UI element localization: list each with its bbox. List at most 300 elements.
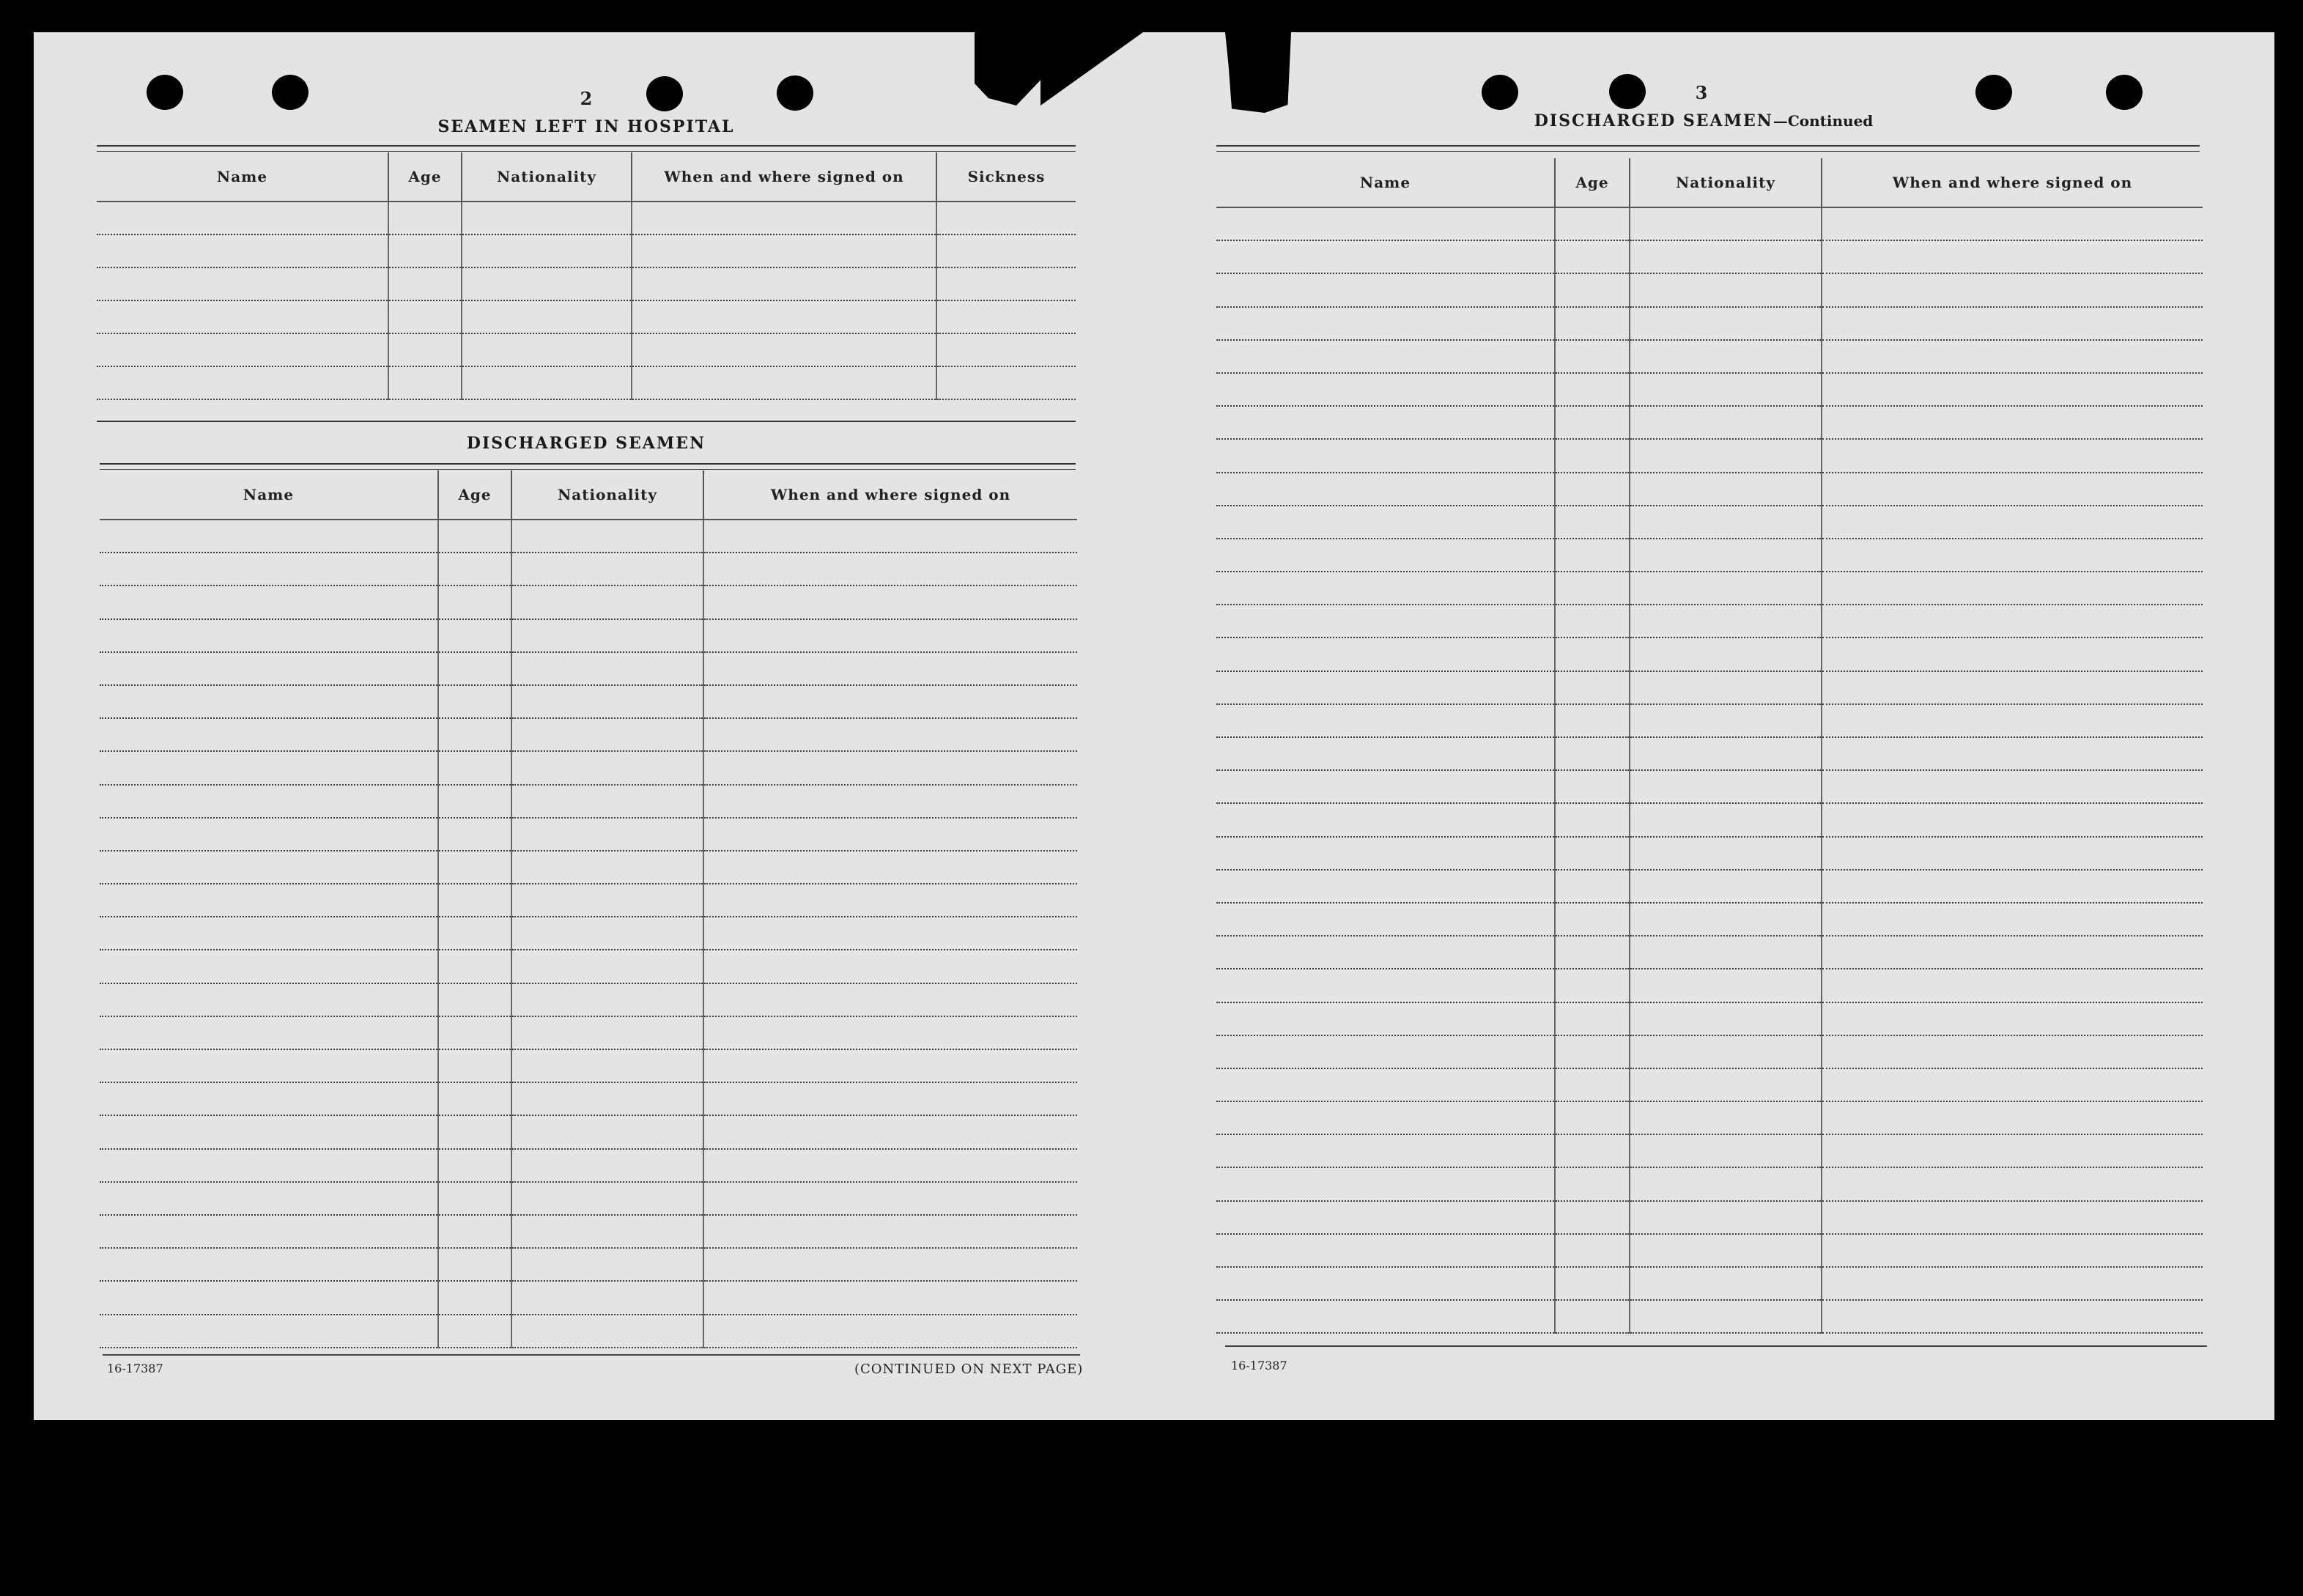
blank-cell (1630, 704, 1822, 737)
blank-cell (703, 917, 1077, 950)
blank-cell (511, 1049, 703, 1082)
table-row (1216, 770, 2203, 803)
blank-cell (1555, 1068, 1630, 1101)
table-row (100, 652, 1077, 685)
table-row (97, 300, 1076, 333)
blank-cell (100, 884, 438, 917)
table-row (97, 267, 1076, 300)
blank-cell (100, 983, 438, 1016)
blank-cell (438, 917, 511, 950)
blank-cell (97, 366, 388, 399)
table-row (1216, 506, 2203, 539)
table-row (100, 851, 1077, 884)
blank-cell (97, 300, 388, 333)
blank-cell (438, 1182, 511, 1215)
blank-cell (1555, 1002, 1630, 1035)
blank-cell (1630, 473, 1822, 506)
blank-cell (511, 851, 703, 884)
table-row (100, 751, 1077, 784)
title-suffix: —Continued (1772, 112, 1874, 130)
blank-cell (511, 1281, 703, 1314)
blank-cell (1822, 406, 2203, 439)
blank-cell (1822, 340, 2203, 373)
table-row (100, 785, 1077, 818)
blank-cell (438, 751, 511, 784)
table-row (1216, 473, 2203, 506)
blank-cell (438, 585, 511, 618)
blank-cell (632, 366, 936, 399)
blank-cell (1630, 406, 1822, 439)
column-header-name: Name (1216, 158, 1555, 207)
blank-cell (438, 619, 511, 652)
blank-cell (1822, 1167, 2203, 1200)
blank-cell (1555, 539, 1630, 572)
blank-cell (1216, 307, 1555, 340)
discharged-continued-table (1216, 158, 2203, 1334)
blank-cell (438, 685, 511, 718)
blank-cell (1216, 240, 1555, 273)
blank-cell (1822, 770, 2203, 803)
blank-cell (100, 652, 438, 685)
blank-cell (1822, 936, 2203, 969)
blank-cell (438, 1049, 511, 1082)
blank-cell (1216, 473, 1555, 506)
blank-cell (511, 818, 703, 851)
blank-cell (1630, 936, 1822, 969)
blank-cell (1216, 340, 1555, 373)
blank-cell (1555, 406, 1630, 439)
blank-cell (462, 202, 632, 234)
blank-cell (1555, 638, 1630, 670)
blank-cell (1216, 1234, 1555, 1267)
table-row (1216, 903, 2203, 936)
blank-cell (511, 884, 703, 917)
table-row (1216, 1300, 2203, 1333)
blank-cell (703, 1182, 1077, 1215)
blank-cell (511, 718, 703, 751)
blank-cell (1216, 506, 1555, 539)
blank-cell (703, 685, 1077, 718)
blank-cell (1216, 1167, 1555, 1200)
blank-cell (97, 202, 388, 234)
blank-cell (703, 718, 1077, 751)
blank-cell (100, 1281, 438, 1314)
blank-cell (511, 553, 703, 585)
blank-cell (462, 234, 632, 267)
blank-cell (100, 520, 438, 553)
blank-cell (100, 619, 438, 652)
blank-cell (1630, 803, 1822, 836)
blank-cell (1630, 638, 1822, 670)
blank-cell (1630, 207, 1822, 240)
blank-cell (511, 950, 703, 983)
blank-cell (1216, 803, 1555, 836)
table-row (100, 1016, 1077, 1049)
blank-cell (100, 818, 438, 851)
blank-cell (1555, 837, 1630, 870)
blank-cell (1630, 1002, 1822, 1035)
blank-cell (1630, 770, 1822, 803)
blank-cell (1216, 1134, 1555, 1167)
blank-cell (936, 202, 1076, 234)
column-header-name: Name (100, 470, 438, 520)
punch-hole (2106, 75, 2143, 110)
blank-cell (1822, 1002, 2203, 1035)
blank-cell (100, 1115, 438, 1148)
form-code: 16-17387 (107, 1362, 163, 1375)
table-row (100, 1115, 1077, 1148)
bottom-rule (103, 1354, 1080, 1356)
column-header-sickness: Sickness (936, 152, 1076, 202)
table-row (1216, 539, 2203, 572)
blank-cell (1630, 1167, 1822, 1200)
blank-cell (1555, 240, 1630, 273)
blank-cell (97, 267, 388, 300)
blank-cell (1630, 870, 1822, 903)
blank-cell (438, 718, 511, 751)
blank-cell (936, 366, 1076, 399)
blank-cell (1630, 1267, 1822, 1300)
blank-cell (1630, 307, 1822, 340)
blank-cell (1822, 539, 2203, 572)
blank-cell (703, 553, 1077, 585)
table-row (100, 585, 1077, 618)
blank-cell (511, 785, 703, 818)
table-row (1216, 1068, 2203, 1101)
hospital-table (97, 152, 1076, 400)
blank-cell (1216, 1068, 1555, 1101)
blank-cell (632, 234, 936, 267)
punch-hole (147, 75, 183, 110)
table-row (1216, 936, 2203, 969)
blank-cell (1216, 273, 1555, 306)
blank-cell (1555, 1234, 1630, 1267)
blank-cell (1216, 969, 1555, 1002)
blank-cell (1630, 506, 1822, 539)
blank-cell (1630, 671, 1822, 704)
blank-cell (1555, 770, 1630, 803)
blank-cell (703, 1281, 1077, 1314)
blank-cell (1216, 1267, 1555, 1300)
blank-cell (1630, 240, 1822, 273)
blank-cell (100, 950, 438, 983)
divider (97, 421, 1076, 422)
column-header-age: Age (438, 470, 511, 520)
blank-cell (511, 917, 703, 950)
blank-cell (703, 1315, 1077, 1348)
blank-cell (511, 1016, 703, 1049)
blank-cell (936, 300, 1076, 333)
blank-cell (438, 1215, 511, 1248)
blank-cell (511, 751, 703, 784)
blank-cell (511, 1248, 703, 1281)
blank-cell (703, 1115, 1077, 1148)
blank-cell (1822, 737, 2203, 770)
blank-cell (1216, 770, 1555, 803)
blank-cell (1216, 1002, 1555, 1035)
table-row (1216, 803, 2203, 836)
punch-hole (1609, 74, 1646, 109)
blank-cell (1216, 207, 1555, 240)
blank-cell (703, 619, 1077, 652)
table-row (1216, 240, 2203, 273)
blank-cell (1822, 704, 2203, 737)
blank-cell (388, 202, 462, 234)
blank-cell (1555, 1267, 1630, 1300)
blank-cell (438, 983, 511, 1016)
blank-cell (1630, 1068, 1822, 1101)
blank-cell (1822, 1267, 2203, 1300)
blank-cell (1216, 439, 1555, 472)
blank-cell (703, 1016, 1077, 1049)
table-row (1216, 704, 2203, 737)
blank-cell (1630, 439, 1822, 472)
blank-cell (1630, 1101, 1822, 1134)
blank-cell (388, 234, 462, 267)
blank-cell (462, 366, 632, 399)
blank-cell (1822, 273, 2203, 306)
blank-cell (1822, 506, 2203, 539)
table-row (100, 1281, 1077, 1314)
blank-cell (438, 1281, 511, 1314)
blank-cell (100, 1049, 438, 1082)
blank-cell (462, 267, 632, 300)
table-row (1216, 1267, 2203, 1300)
blank-cell (1630, 903, 1822, 936)
blank-cell (1216, 1035, 1555, 1068)
blank-cell (1555, 373, 1630, 406)
table-row (100, 884, 1077, 917)
page-number: 2 (580, 88, 593, 109)
blank-cell (511, 652, 703, 685)
blank-cell (438, 1149, 511, 1182)
table-row (100, 1149, 1077, 1182)
blank-cell (703, 1215, 1077, 1248)
blank-cell (1555, 1101, 1630, 1134)
blank-cell (438, 652, 511, 685)
continued-note: (CONTINUED ON NEXT PAGE) (854, 1362, 1084, 1377)
punch-hole (777, 75, 813, 111)
table-row (100, 1248, 1077, 1281)
table-row (1216, 307, 2203, 340)
blank-cell (1822, 1068, 2203, 1101)
blank-cell (1630, 1134, 1822, 1167)
table-row (1216, 837, 2203, 870)
blank-cell (511, 520, 703, 553)
blank-cell (1822, 1300, 2203, 1333)
table-row (1216, 1101, 2203, 1134)
column-header-nationality: Nationality (511, 470, 703, 520)
blank-cell (1555, 207, 1630, 240)
blank-cell (703, 520, 1077, 553)
blank-cell (438, 950, 511, 983)
punch-hole (272, 75, 308, 110)
blank-cell (1555, 273, 1630, 306)
blank-cell (438, 1082, 511, 1115)
table-row (100, 685, 1077, 718)
blank-cell (438, 851, 511, 884)
table-row (100, 1315, 1077, 1348)
blank-cell (1630, 273, 1822, 306)
blank-cell (1822, 837, 2203, 870)
column-header-age: Age (1555, 158, 1630, 207)
blank-cell (1822, 1234, 2203, 1267)
blank-cell (1555, 1134, 1630, 1167)
table-row (100, 553, 1077, 585)
blank-cell (1822, 439, 2203, 472)
blank-cell (462, 300, 632, 333)
table-row (1216, 1201, 2203, 1234)
table-row (100, 917, 1077, 950)
blank-cell (100, 1016, 438, 1049)
blank-cell (1555, 1035, 1630, 1068)
page-number: 3 (1695, 82, 1708, 103)
blank-cell (388, 333, 462, 366)
table-row (1216, 671, 2203, 704)
table-row (100, 818, 1077, 851)
blank-cell (511, 1082, 703, 1115)
blank-cell (1555, 1167, 1630, 1200)
blank-cell (438, 1248, 511, 1281)
column-header-age: Age (388, 152, 462, 202)
blank-cell (936, 333, 1076, 366)
blank-cell (1555, 671, 1630, 704)
blank-cell (1555, 473, 1630, 506)
blank-cell (1555, 704, 1630, 737)
blank-cell (100, 1215, 438, 1248)
column-header-nationality: Nationality (1630, 158, 1822, 207)
blank-cell (632, 202, 936, 234)
table-row (1216, 273, 2203, 306)
divider (97, 151, 1076, 152)
table-row (1216, 373, 2203, 406)
table-row (100, 1082, 1077, 1115)
table-row (1216, 737, 2203, 770)
blank-cell (703, 785, 1077, 818)
table-row (1216, 406, 2203, 439)
blank-cell (1822, 903, 2203, 936)
blank-cell (100, 1149, 438, 1182)
column-header-when-and-where-signed-on: When and where signed on (703, 470, 1077, 520)
column-header-nationality: Nationality (462, 152, 632, 202)
table-row (100, 950, 1077, 983)
table-row (97, 234, 1076, 267)
title-main: DISCHARGED SEAMEN (1534, 111, 1773, 130)
blank-cell (1630, 373, 1822, 406)
blank-cell (1822, 373, 2203, 406)
blank-cell (438, 1315, 511, 1348)
blank-cell (1555, 936, 1630, 969)
table-row (97, 202, 1076, 234)
table-row (1216, 638, 2203, 670)
blank-cell (100, 1315, 438, 1348)
table-row (1216, 870, 2203, 903)
divider (100, 463, 1076, 465)
table-row (100, 1215, 1077, 1248)
blank-cell (703, 851, 1077, 884)
blank-cell (703, 1149, 1077, 1182)
blank-cell (1216, 903, 1555, 936)
punch-hole (1975, 75, 2012, 110)
divider (100, 469, 1076, 470)
blank-cell (1216, 605, 1555, 638)
blank-cell (1630, 340, 1822, 373)
blank-cell (1555, 439, 1630, 472)
blank-cell (1822, 1134, 2203, 1167)
table-row (97, 333, 1076, 366)
table-row (100, 619, 1077, 652)
blank-cell (1216, 1300, 1555, 1333)
blank-cell (703, 983, 1077, 1016)
blank-cell (1822, 572, 2203, 605)
blank-cell (438, 520, 511, 553)
section-title (1429, 111, 1978, 130)
blank-cell (388, 300, 462, 333)
blank-cell (632, 333, 936, 366)
blank-cell (511, 1182, 703, 1215)
table-row (1216, 207, 2203, 240)
blank-cell (1216, 539, 1555, 572)
blank-cell (438, 785, 511, 818)
blank-cell (511, 983, 703, 1016)
table-row (100, 1049, 1077, 1082)
punch-hole (1482, 75, 1518, 110)
blank-cell (1216, 870, 1555, 903)
blank-cell (511, 619, 703, 652)
divider (1216, 145, 2200, 147)
table-row (100, 520, 1077, 553)
blank-cell (1555, 803, 1630, 836)
blank-cell (438, 553, 511, 585)
column-header-when-and-where-signed-on: When and where signed on (1822, 158, 2203, 207)
blank-cell (1216, 704, 1555, 737)
blank-cell (1555, 340, 1630, 373)
blank-cell (100, 1248, 438, 1281)
blank-cell (511, 585, 703, 618)
blank-cell (438, 884, 511, 917)
blank-cell (1822, 605, 2203, 638)
torn-edge (1225, 32, 1291, 113)
table-row (1216, 572, 2203, 605)
section-title: DISCHARGED SEAMEN (466, 434, 706, 453)
blank-cell (1555, 506, 1630, 539)
blank-cell (1630, 572, 1822, 605)
blank-cell (511, 1149, 703, 1182)
blank-cell (1822, 207, 2203, 240)
blank-cell (97, 234, 388, 267)
blank-cell (703, 1049, 1077, 1082)
blank-cell (1216, 936, 1555, 969)
blank-cell (1822, 803, 2203, 836)
blank-cell (1216, 638, 1555, 670)
blank-cell (1822, 307, 2203, 340)
blank-cell (1555, 870, 1630, 903)
blank-cell (1555, 737, 1630, 770)
table-row (1216, 439, 2203, 472)
section-title: SEAMEN LEFT IN HOSPITAL (437, 117, 735, 136)
blank-cell (100, 553, 438, 585)
blank-cell (100, 851, 438, 884)
divider (97, 145, 1076, 147)
blank-cell (511, 1215, 703, 1248)
blank-cell (1216, 1201, 1555, 1234)
blank-cell (1555, 1201, 1630, 1234)
blank-cell (1822, 671, 2203, 704)
table-row (1216, 1167, 2203, 1200)
blank-cell (1630, 1035, 1822, 1068)
column-header-when-and-where-signed-on: When and where signed on (632, 152, 936, 202)
blank-cell (511, 685, 703, 718)
